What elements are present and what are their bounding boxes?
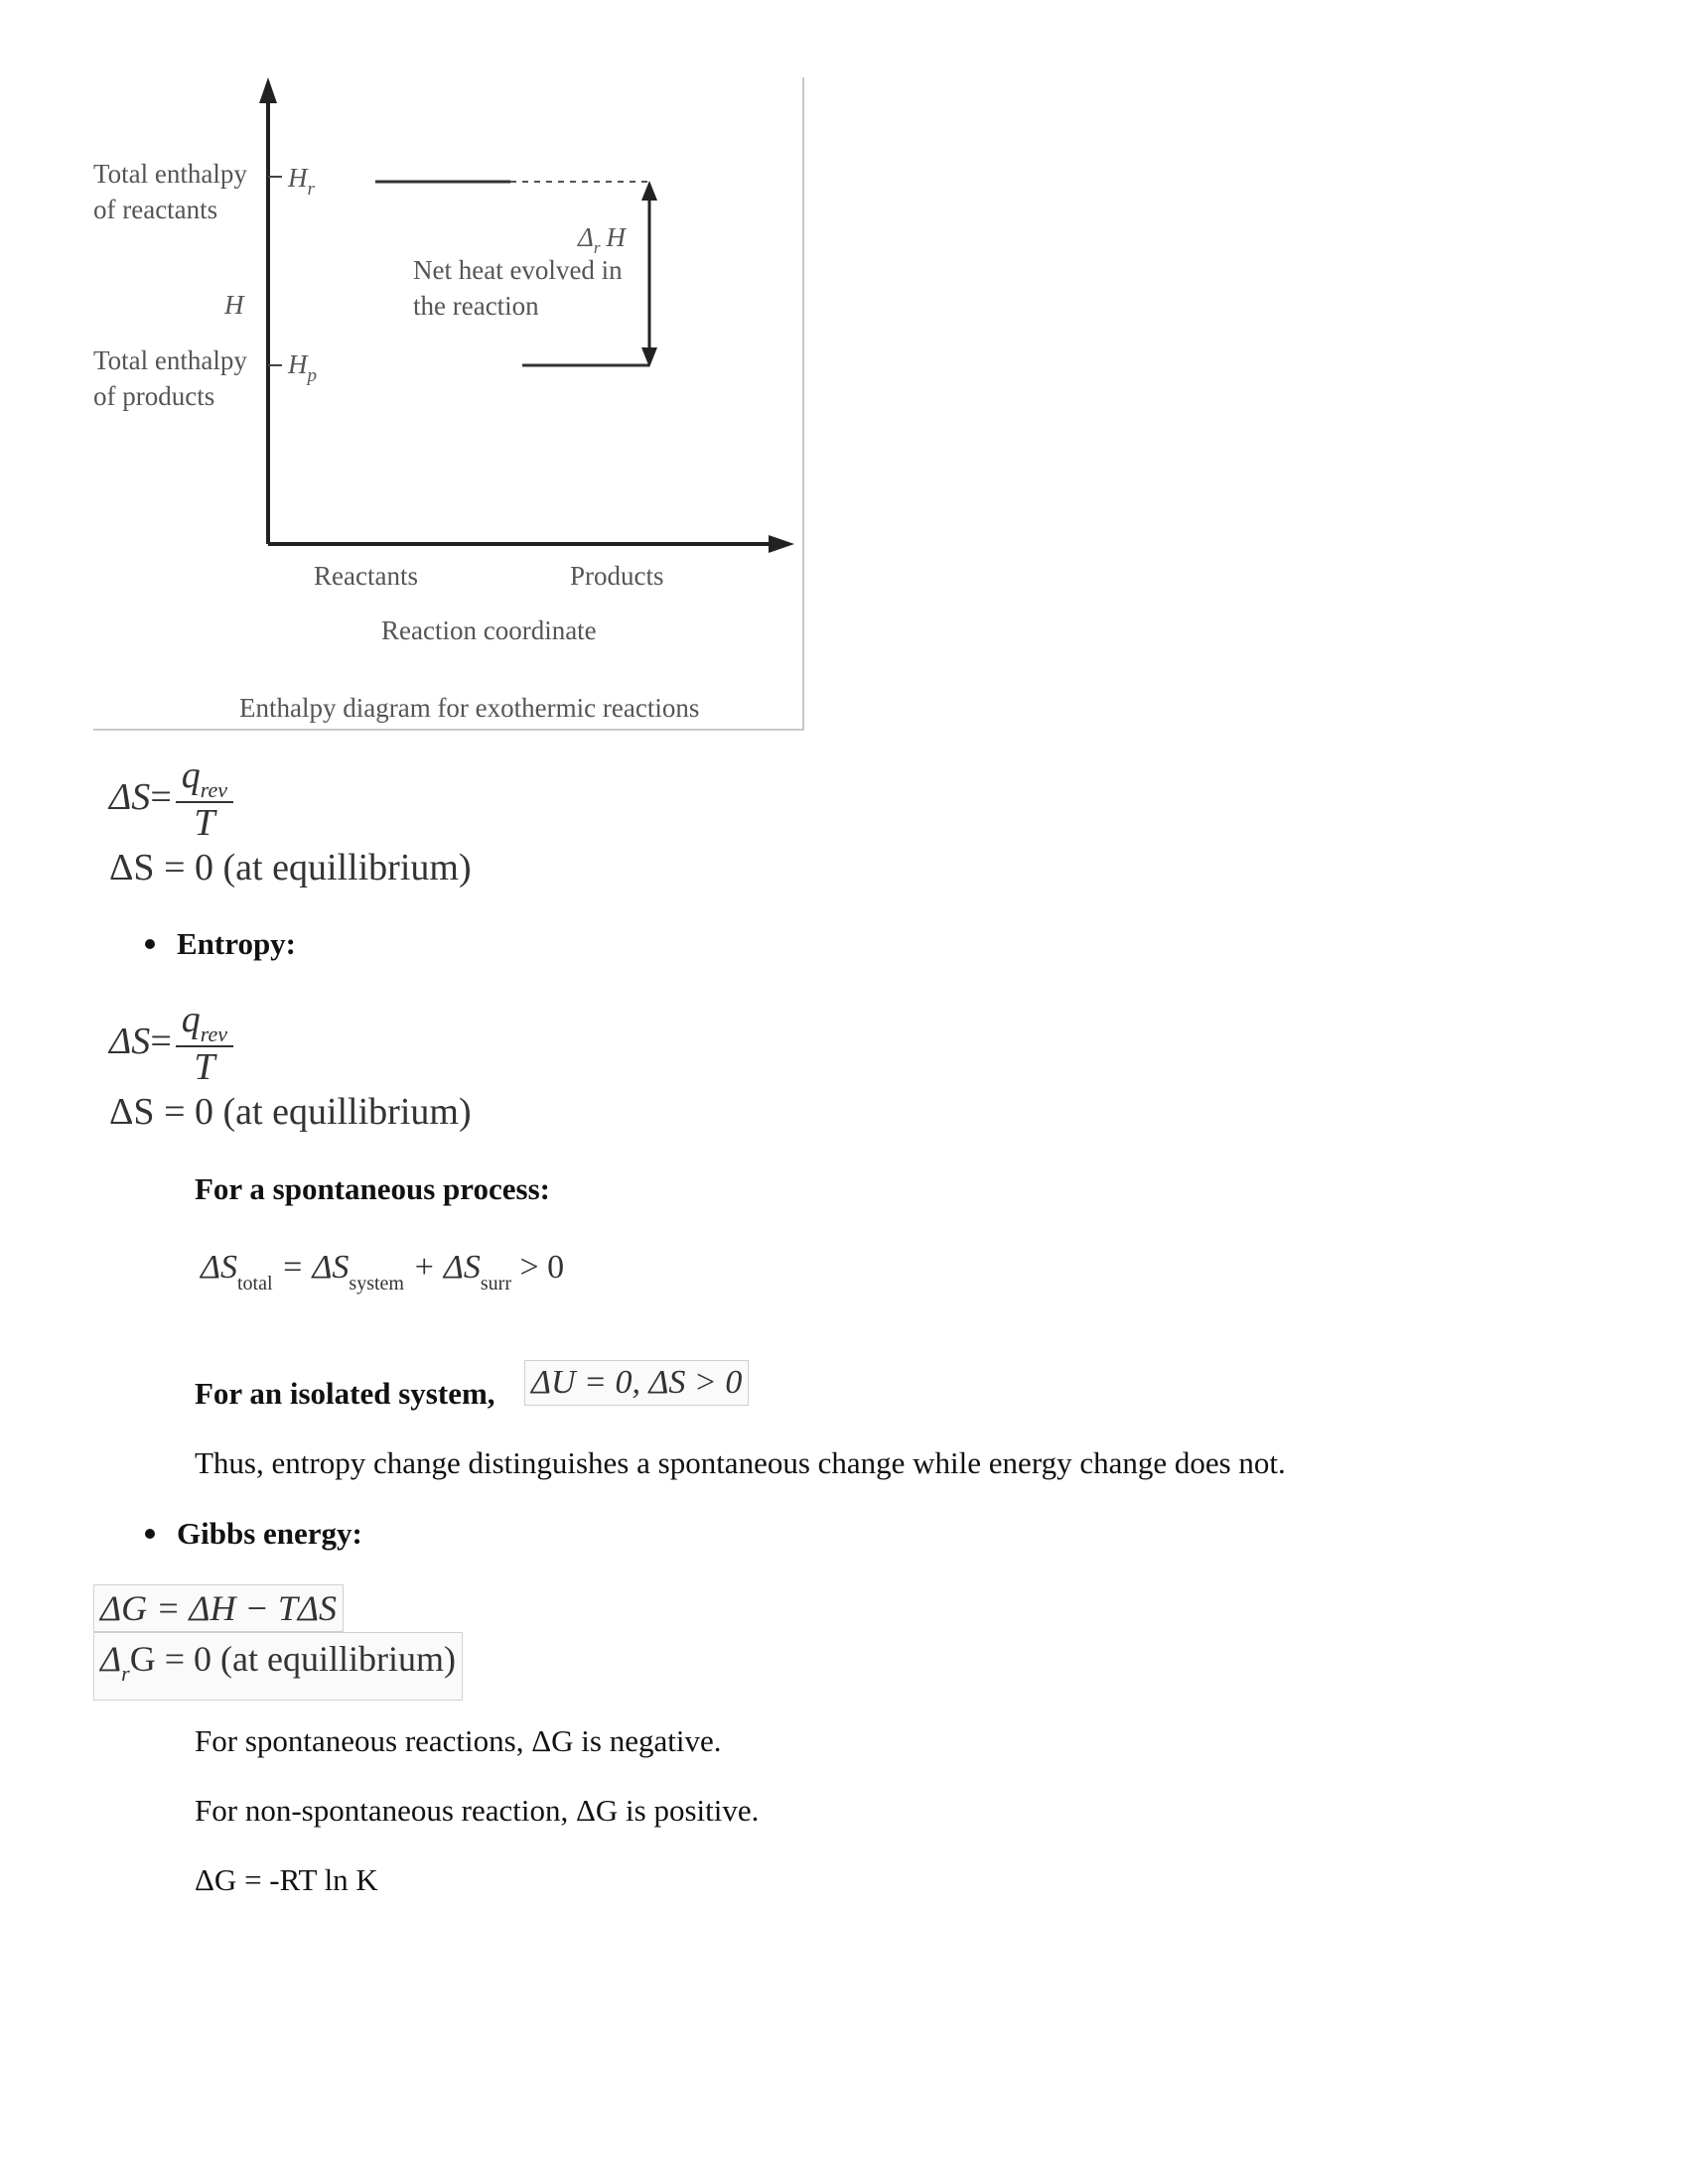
entropy-equilibrium-1: ΔS = 0 (at equillibrium) [109,847,472,888]
entropy-bullet [145,926,296,962]
reactants-label-line2: of reactants [93,195,218,224]
eq1-denominator: T [194,802,215,845]
y-axis-label: H [224,290,244,320]
y-axis-arrow [259,77,277,103]
reactants-symbol: $H_r$ [288,163,315,200]
entropy-equilibrium-2: ΔS = 0 (at equillibrium) [109,1091,472,1133]
eq1-numerator-sub: rev [200,777,228,802]
eq1-numerator: q [181,754,201,796]
gibbs-equation: ΔG = ΔH − TΔS [93,1584,344,1632]
entropy-equation-2 [109,1001,237,1089]
enthalpy-diagram [93,77,804,731]
products-label-line1: Total enthalpy [93,345,247,375]
eq1-equals: = [150,776,172,819]
gibbs-negative-text: For spontaneous reactions, ΔG is negative. [195,1723,722,1758]
gibbs-equilibrium: $\Delta_rG = 0$ (at equillibrium) [93,1632,463,1701]
products-symbol: $H_p$ [288,349,317,386]
eq1-fraction [176,756,233,845]
x-tick-products: Products [570,561,664,591]
annotation-line1: Net heat evolved in [413,255,623,285]
eq2-numerator-sub: rev [200,1022,228,1046]
isolated-label: For an isolated system, [195,1376,495,1411]
bullet-dot [145,1529,155,1539]
bullet-dot [145,939,155,949]
gibbs-bullet [145,1516,362,1552]
eq2-denominator: T [194,1046,215,1089]
gibbs-positive-text: For non-spontaneous reaction, ΔG is positive. [195,1793,760,1828]
entropy-equation-1 [109,756,237,845]
gibbs-heading: Gibbs energy: [177,1516,362,1551]
eq2-lhs: ΔS [109,1021,151,1063]
thus-text: Thus, entropy change distinguishes a spontaneous change while energy change does not. [195,1445,1286,1480]
spontaneous-equation: $\Delta S_{total} = \Delta S_{system} + \Delta S_{surr} > 0$ [201,1249,565,1295]
annotation-line2: the reaction [413,291,539,321]
enthalpy-diagram-svg [93,77,802,729]
entropy-heading: Entropy: [177,926,297,961]
figure-caption: Enthalpy diagram for exothermic reactions [239,693,700,723]
x-axis-label: Reaction coordinate [381,615,597,645]
x-axis-arrow [769,535,794,553]
eq2-equals: = [150,1021,172,1063]
x-tick-reactants: Reactants [314,561,418,591]
eq1-lhs: ΔS [109,776,151,819]
spontaneous-heading: For a spontaneous process: [195,1171,550,1206]
gibbs-rtlnk-text: ΔG = -RT ln K [195,1862,378,1897]
products-label-line2: of products [93,381,215,411]
delta-h-arrow-top [641,181,657,201]
reactants-label-line1: Total enthalpy [93,159,247,189]
delta-r-h-label: $\Delta_r$ H [578,222,626,257]
eq2-fraction [176,1001,233,1089]
isolated-equation: ΔU = 0, ΔS > 0 [524,1360,749,1406]
eq2-numerator: q [181,999,201,1040]
